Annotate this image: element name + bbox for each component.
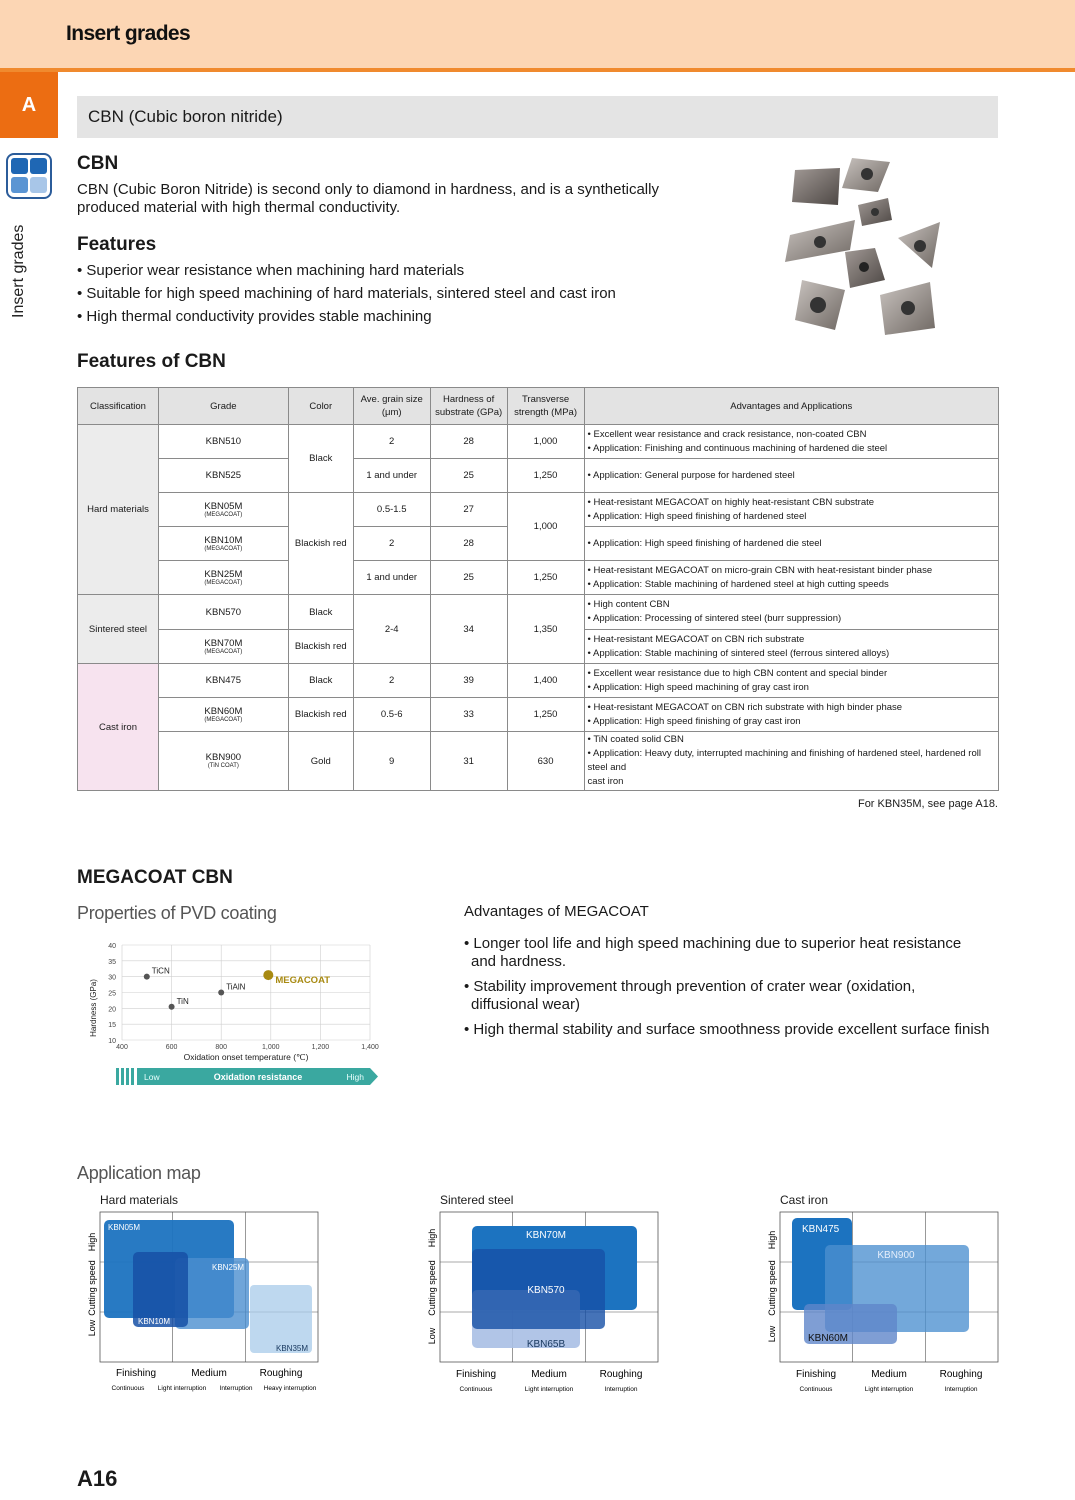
color-cell: Gold [288, 732, 353, 791]
grade-cell: KBN475 [158, 664, 288, 698]
grain-cell: 0.5-6 [353, 698, 430, 732]
table-row [78, 493, 999, 527]
group-cast-iron: Cast iron [78, 664, 159, 791]
color-cell: Black [288, 425, 353, 493]
point-label: MEGACOAT [275, 975, 331, 987]
col-grain-size: Ave. grain size (μm) [353, 388, 430, 425]
insert-grades-icon [6, 153, 52, 199]
x-sub-label: Light interruption [157, 1385, 207, 1392]
cbn-inserts-photo [780, 150, 980, 350]
x-sub-label: Continuous [459, 1386, 493, 1393]
table-row [78, 732, 999, 791]
hardness-cell: 34 [430, 595, 507, 664]
advantages-cell: • Excellent wear resistance and crack resistance, non-coated CBN • Application: Finishing and continuous machining of hardened die steel [584, 425, 998, 459]
pvd-coating-chart [80, 935, 390, 1090]
grade-cell: KBN05M (MEGACOAT) [158, 493, 288, 527]
data-point [169, 1004, 175, 1010]
group-hard-materials: Hard materials [78, 425, 159, 595]
bar-main-label: Oxidation resistance [213, 1072, 303, 1082]
section-title-bar [77, 96, 998, 138]
y-axis-label: Cutting speed [87, 1260, 97, 1316]
grade-cell: KBN10M (MEGACOAT) [158, 527, 288, 561]
grade-label: KBN570 [527, 1285, 565, 1296]
grain-cell: 1 and under [353, 561, 430, 595]
grade-cell: KBN25M (MEGACOAT) [158, 561, 288, 595]
color-cell: Blackish red [288, 698, 353, 732]
col-hardness: Hardness of substrate (GPa) [430, 388, 507, 425]
hardness-cell: 33 [430, 698, 507, 732]
point-label: TiCN [151, 966, 170, 976]
y-tick-label: 35 [108, 958, 116, 966]
y-axis-label: Cutting speed [767, 1260, 777, 1316]
x-tick-label: 1,200 [311, 1044, 330, 1051]
grade-label: KBN60M [808, 1333, 849, 1344]
bar-high-label: High [346, 1072, 364, 1082]
advantage-bullet-cont: diffusional wear) [471, 996, 580, 1013]
color-cell: Blackish red [288, 493, 353, 595]
col-color: Color [288, 388, 353, 425]
strength-cell: 630 [507, 732, 584, 791]
application-map-heading: Application map [77, 1163, 201, 1183]
y-tick-label: 25 [108, 990, 116, 998]
x-tick-label: 400 [116, 1044, 128, 1051]
application-map-sintered-steel [422, 1208, 672, 1403]
table-row [78, 664, 999, 698]
y-low-label: Low [87, 1319, 97, 1337]
page-number: A16 [77, 1466, 118, 1491]
color-cell: Black [288, 664, 353, 698]
bar-low-label: Low [144, 1072, 160, 1082]
grain-cell: 2 [353, 425, 430, 459]
advantage-bullet: • Longer tool life and high speed machining due to superior heat resistance [464, 935, 962, 952]
grain-cell: 9 [353, 732, 430, 791]
advantages-title: Advantages of MEGACOAT [464, 903, 649, 920]
y-tick-label: 20 [108, 1006, 116, 1014]
x-sub-label: Interruption [219, 1385, 253, 1392]
grade-label: KBN35M [276, 1344, 309, 1353]
hardness-cell: 39 [430, 664, 507, 698]
x-tick-label: 600 [165, 1044, 178, 1051]
col-classification: Classification [78, 388, 159, 425]
x-main-label: Medium [871, 1369, 907, 1380]
col-grade: Grade [158, 388, 288, 425]
x-main-label: Roughing [259, 1368, 303, 1379]
cbn-description-line-2: produced material with high thermal conductivity. [77, 199, 401, 216]
grade-cell: KBN570 [158, 595, 288, 630]
color-cell: Blackish red [288, 630, 353, 664]
hardness-cell: 25 [430, 561, 507, 595]
y-axis-label: Cutting speed [427, 1260, 437, 1316]
advantage-bullet: • Stability improvement through prevention of crater wear (oxidation, [464, 978, 916, 995]
y-tick-label: 40 [108, 943, 116, 950]
y-low-label: Low [767, 1325, 777, 1343]
grade-label: KBN05M [108, 1223, 141, 1232]
x-main-label: Roughing [599, 1369, 643, 1380]
grade-cell: KBN70M (MEGACOAT) [158, 630, 288, 664]
data-point [144, 974, 150, 980]
features-heading: Features [77, 234, 157, 255]
grade-label: KBN25M [212, 1263, 245, 1272]
table-note: For KBN35M, see page A18. [857, 798, 998, 810]
table-row [78, 561, 999, 595]
x-tick-label: 1,400 [361, 1044, 379, 1051]
side-label: Insert grades [10, 224, 27, 318]
advantages-cell: • Excellent wear resistance due to high CBN content and special binder • Application: High speed machining of gray cast iron [584, 664, 998, 698]
section-title: CBN (Cubic boron nitride) [88, 107, 283, 126]
data-point [218, 990, 224, 996]
y-tick-label: 10 [108, 1038, 116, 1045]
table-row [78, 425, 999, 459]
x-sub-label: Interruption [604, 1386, 638, 1393]
data-point [263, 970, 273, 980]
feature-bullet: • High thermal conductivity provides stable machining [77, 308, 432, 325]
advantage-bullet: • High thermal stability and surface smoothness provide excellent surface finish [464, 1021, 990, 1038]
col-advantages: Advantages and Applications [584, 388, 998, 425]
advantages-cell: • TiN coated solid CBN • Application: Heavy duty, interrupted machining and finishing of hardened steel, hardened roll steel and cast iron [584, 732, 998, 791]
feature-bullet: • Superior wear resistance when machining hard materials [77, 262, 465, 279]
advantages-cell: • Heat-resistant MEGACOAT on CBN rich substrate • Application: Stable machining of sintered steel (ferrous sintered alloys) [584, 630, 998, 664]
grain-cell: 2-4 [353, 595, 430, 664]
header-title: Insert grades [66, 22, 191, 45]
x-sub-label: Continuous [111, 1385, 145, 1392]
grain-cell: 0.5-1.5 [353, 493, 430, 527]
grade-label: KBN70M [525, 1230, 567, 1241]
x-tick-label: 800 [215, 1044, 228, 1051]
y-tick-label: 15 [108, 1022, 116, 1030]
feature-bullet: • Suitable for high speed machining of hard materials, sintered steel and cast iron [77, 285, 616, 302]
x-sub-label: Continuous [799, 1386, 833, 1393]
y-low-label: Low [427, 1327, 437, 1345]
grade-cell: KBN60M (MEGACOAT) [158, 698, 288, 732]
map-title-hard-materials: Hard materials [100, 1193, 179, 1207]
advantages-cell: • Heat-resistant MEGACOAT on micro-grain CBN with heat-resistant binder phase • Application: Stable machining of hardened steel at high cutting speeds [584, 561, 998, 595]
hardness-cell: 31 [430, 732, 507, 791]
strength-cell: 1,250 [507, 698, 584, 732]
map-title-sintered-steel: Sintered steel [440, 1193, 514, 1207]
cbn-heading: CBN [77, 153, 119, 174]
oxidation-resistance-bar [116, 1068, 378, 1085]
section-tab[interactable]: A [0, 72, 58, 138]
x-sub-label: Light interruption [864, 1386, 914, 1393]
grade-cell: KBN525 [158, 459, 288, 493]
y-tick-label: 30 [108, 974, 116, 982]
advantages-cell: • Heat-resistant MEGACOAT on CBN rich substrate with high binder phase • Application: High speed finishing of gray cast iron [584, 698, 998, 732]
grade-cell: KBN900 (TiN COAT) [158, 732, 288, 791]
application-map-hard-materials [82, 1208, 332, 1403]
x-main-label: Medium [531, 1369, 567, 1380]
grain-cell: 2 [353, 664, 430, 698]
table-heading: Features of CBN [77, 351, 226, 372]
strength-cell: 1,000 [507, 493, 584, 561]
strength-cell: 1,400 [507, 664, 584, 698]
x-main-label: Finishing [115, 1368, 157, 1379]
cbn-features-table [77, 387, 999, 791]
map-title-cast-iron: Cast iron [780, 1193, 829, 1207]
advantages-cell: • Application: General purpose for hardened steel [584, 459, 998, 493]
x-main-label: Medium [191, 1368, 227, 1379]
advantages-cell: • Application: High speed finishing of hardened die steel [584, 527, 998, 561]
grade-label: KBN10M [138, 1317, 171, 1326]
y-high-label: High [767, 1230, 777, 1250]
grade-label: KBN475 [802, 1224, 840, 1235]
pvd-heading: Properties of PVD coating [77, 903, 277, 923]
x-sub-label: Light interruption [524, 1386, 574, 1393]
y-high-label: High [427, 1228, 437, 1248]
y-axis-label: Hardness (GPa) [89, 979, 98, 1037]
point-label: TiN [176, 996, 189, 1006]
x-main-label: Finishing [795, 1369, 837, 1380]
x-sub-label: Heavy interruption [263, 1385, 317, 1392]
color-cell: Black [288, 595, 353, 630]
x-sub-label: Interruption [944, 1386, 978, 1393]
grade-label: KBN900 [877, 1250, 915, 1261]
x-tick-label: 1,000 [262, 1044, 280, 1051]
hardness-cell: 28 [430, 425, 507, 459]
grain-cell: 2 [353, 527, 430, 561]
hardness-cell: 27 [430, 493, 507, 527]
strength-cell: 1,350 [507, 595, 584, 664]
hardness-cell: 25 [430, 459, 507, 493]
megacoat-heading: MEGACOAT CBN [77, 867, 233, 888]
hardness-cell: 28 [430, 527, 507, 561]
x-main-label: Finishing [455, 1369, 497, 1380]
strength-cell: 1,000 [507, 425, 584, 459]
col-strength: Transverse strength (MPa) [507, 388, 584, 425]
table-row [78, 595, 999, 630]
y-high-label: High [87, 1232, 97, 1252]
grain-cell: 1 and under [353, 459, 430, 493]
strength-cell: 1,250 [507, 561, 584, 595]
point-label: TiAlN [226, 982, 246, 992]
advantages-cell: • Heat-resistant MEGACOAT on highly heat-resistant CBN substrate • Application: High speed finishing of hardened steel [584, 493, 998, 527]
table-header-row [78, 388, 999, 425]
x-main-label: Roughing [939, 1369, 983, 1380]
grade-label: KBN65B [526, 1339, 566, 1350]
x-axis-label: Oxidation onset temperature (℃) [183, 1052, 309, 1062]
cbn-description-line-1: CBN (Cubic Boron Nitride) is second only to diamond in hardness, and is a synthetically [77, 181, 659, 198]
advantages-cell: • High content CBN • Application: Processing of sintered steel (burr suppression) [584, 595, 998, 630]
strength-cell: 1,250 [507, 459, 584, 493]
grade-cell: KBN510 [158, 425, 288, 459]
group-sintered-steel: Sintered steel [78, 595, 159, 664]
application-map-cast-iron [762, 1208, 1012, 1403]
advantage-bullet-cont: and hardness. [471, 953, 567, 970]
table-row [78, 698, 999, 732]
table-row [78, 459, 999, 493]
